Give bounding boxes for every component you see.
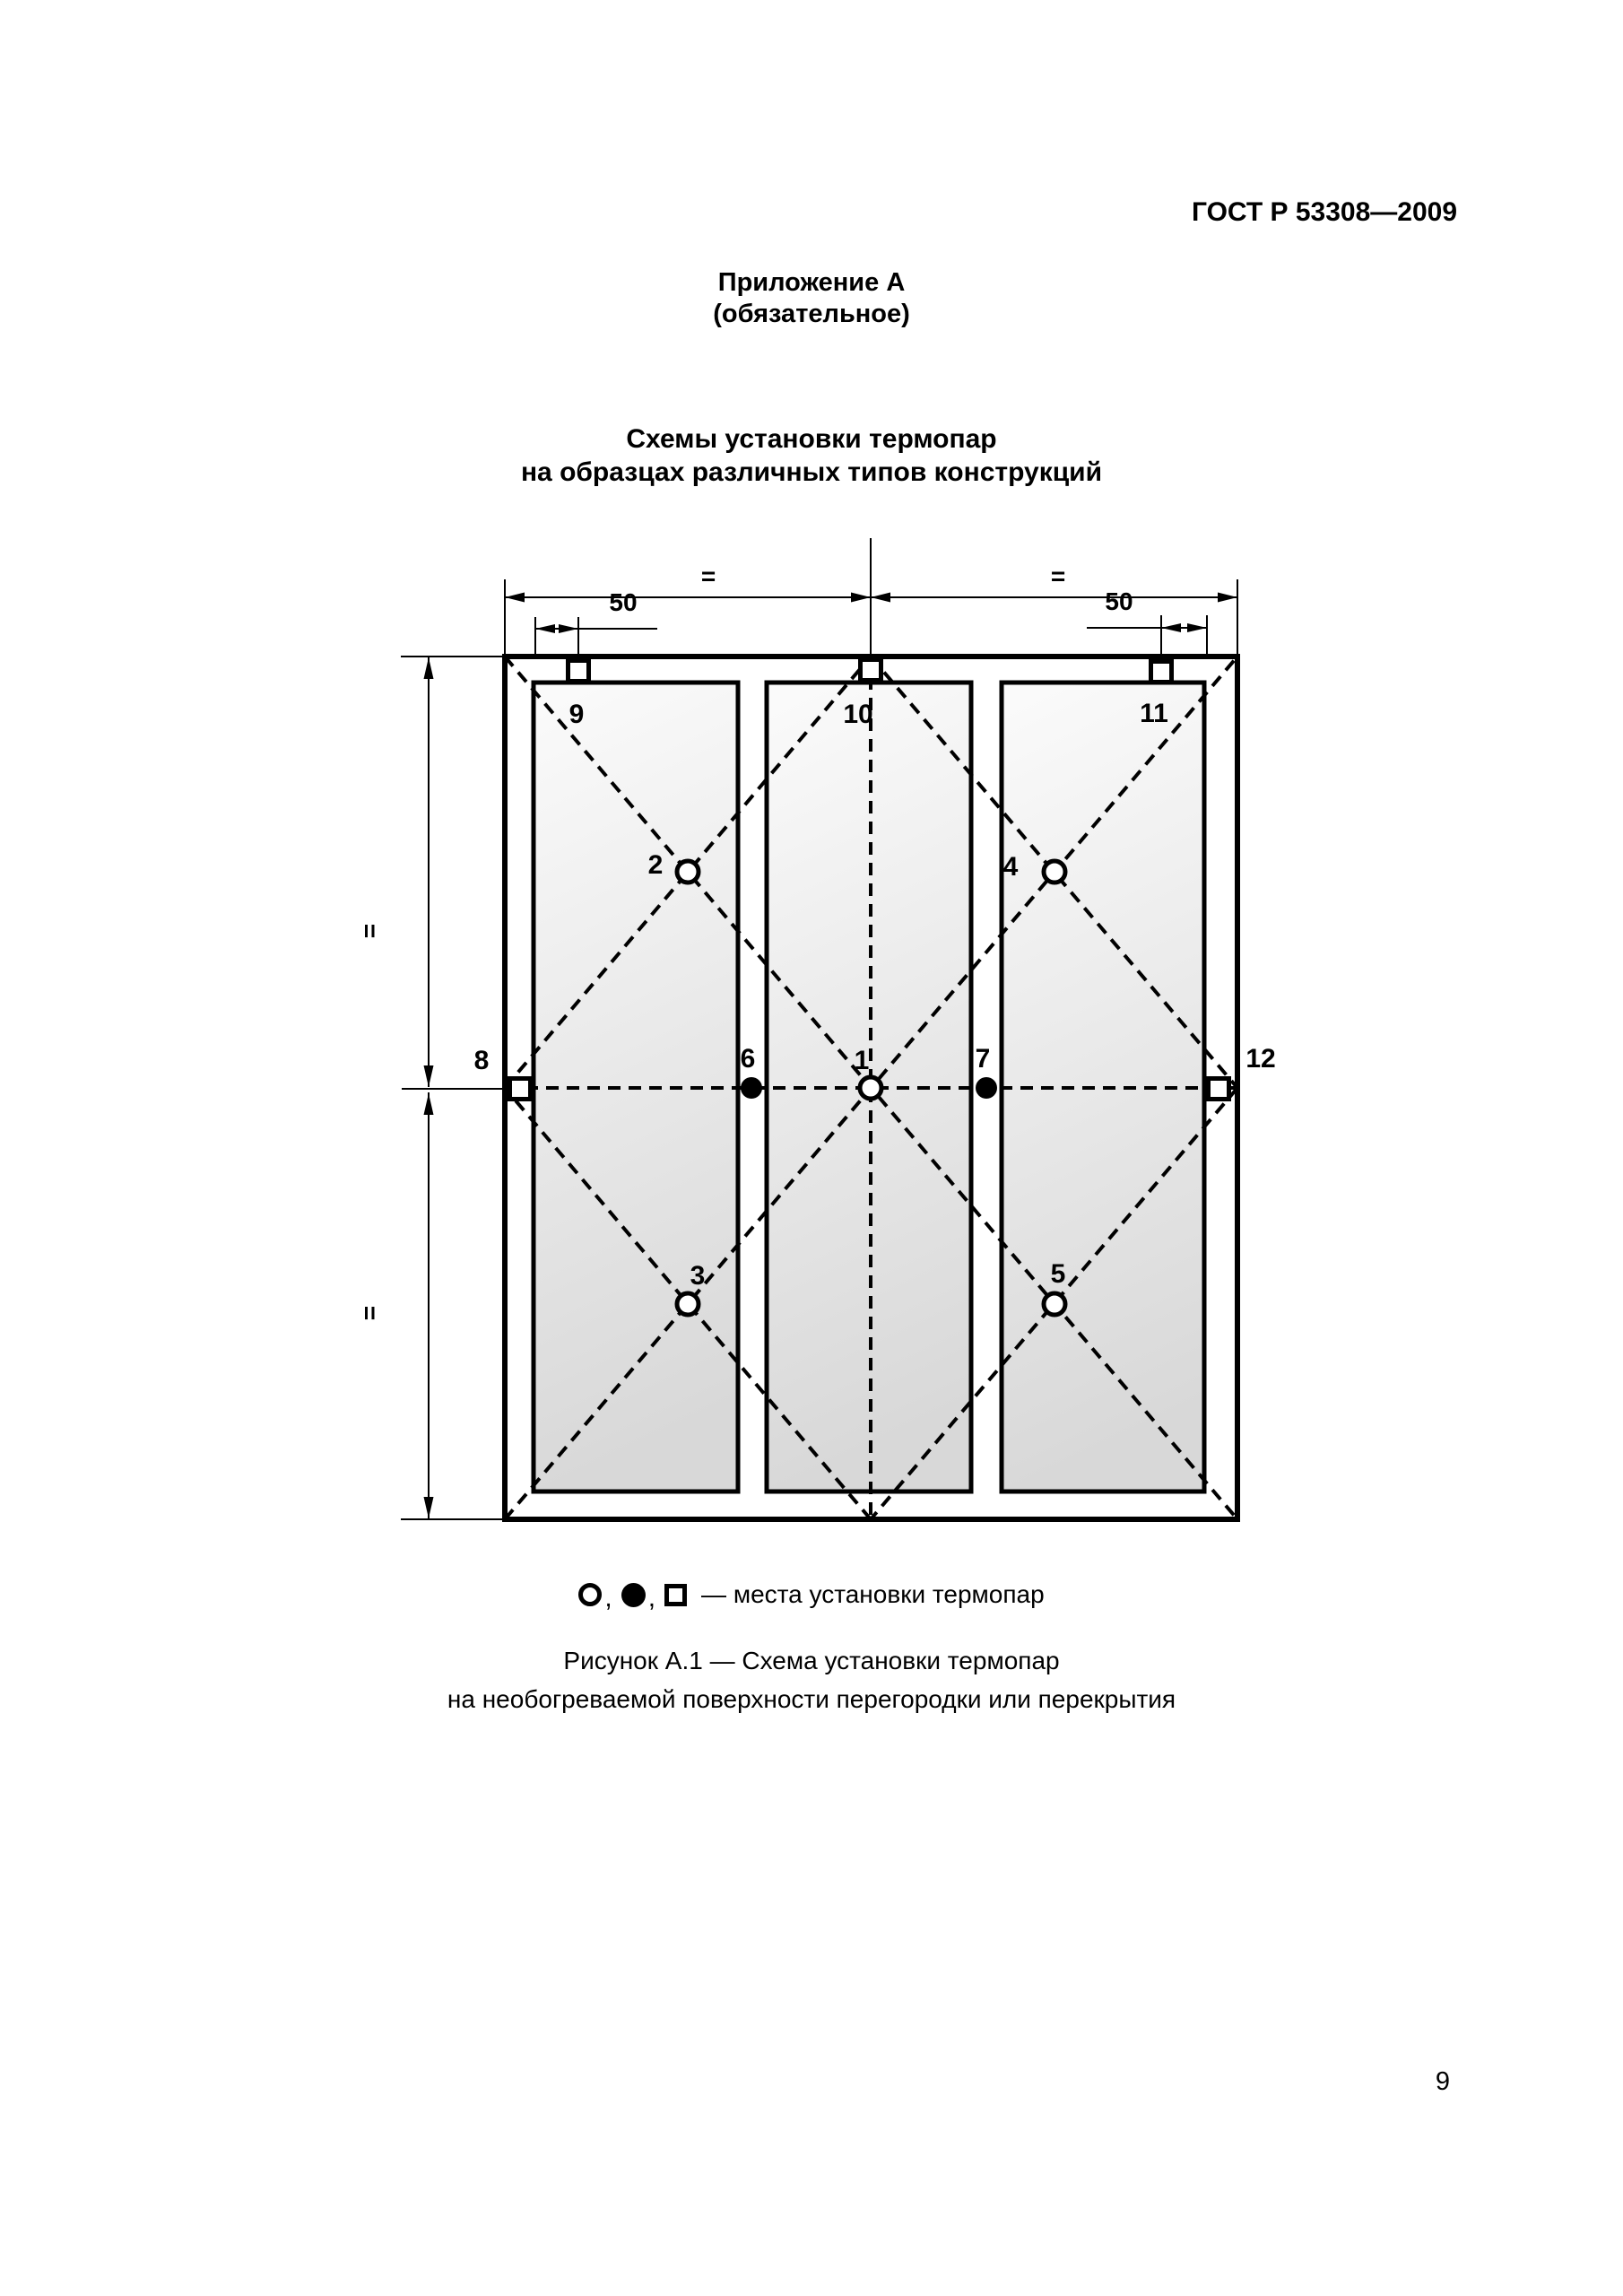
legend-text: — места установки термопар	[701, 1580, 1045, 1608]
dim-50-left-label: 50	[609, 588, 638, 616]
section-title-line1: Схемы установки термопар	[626, 424, 997, 454]
point-label-9: 9	[568, 700, 585, 729]
thermocouple-square-9	[568, 661, 589, 682]
thermocouple-square-10	[861, 660, 881, 681]
thermocouple-circle-5	[1044, 1293, 1065, 1315]
point-label-5: 5	[1050, 1259, 1066, 1289]
dim-50-right-label: 50	[1105, 587, 1133, 615]
arrowhead	[559, 624, 578, 633]
thermocouple-circle-1	[860, 1077, 881, 1099]
standard-number-header: ГОСТ Р 53308—2009	[1191, 197, 1457, 227]
figure-caption	[0, 1641, 1623, 1718]
point-label-2: 2	[647, 850, 664, 880]
section-title	[0, 422, 1623, 489]
arrowhead	[424, 1065, 434, 1087]
arrowhead	[424, 1093, 434, 1115]
figure-caption-line1: Рисунок А.1 — Схема установки термопар	[563, 1647, 1060, 1674]
thermocouple-square-11	[1151, 662, 1172, 683]
point-label-12: 12	[1245, 1044, 1276, 1074]
arrowhead	[1187, 623, 1207, 632]
thermocouple-circle-2	[677, 861, 699, 883]
thermocouple-circle-4	[1044, 861, 1065, 883]
arrowhead	[851, 593, 871, 603]
appendix-heading	[0, 267, 1623, 330]
legend-comma: ,	[647, 1583, 656, 1613]
thermocouple-dot-7	[976, 1077, 997, 1099]
appendix-subtitle: (обязательное)	[713, 300, 910, 328]
point-label-6: 6	[740, 1044, 756, 1074]
arrowhead	[505, 593, 525, 603]
legend	[0, 1575, 1623, 1614]
figure-caption-line2: на необогреваемой поверхности перегородки или перекрытия	[447, 1685, 1176, 1713]
thermocouple-circle-3	[677, 1293, 699, 1315]
equal-mark-side-upper: =	[356, 923, 384, 939]
point-label-4: 4	[1002, 852, 1019, 882]
equal-mark-top-right: =	[1050, 562, 1066, 590]
open-square-icon	[664, 1584, 687, 1606]
equal-mark-side-lower: =	[356, 1305, 384, 1321]
arrowhead	[1161, 623, 1181, 632]
point-label-8: 8	[473, 1046, 490, 1075]
figure-a1-diagram	[341, 502, 1345, 1561]
open-circle-icon	[578, 1583, 602, 1606]
thermocouple-square-12	[1209, 1079, 1229, 1100]
arrowhead	[1218, 593, 1237, 603]
filled-circle-icon	[621, 1583, 646, 1607]
appendix-title: Приложение А	[717, 268, 906, 297]
thermocouple-square-8	[510, 1079, 531, 1100]
section-title-line2: на образцах различных типов конструкций	[520, 457, 1103, 487]
legend-comma: ,	[604, 1583, 612, 1613]
point-label-10: 10	[843, 700, 873, 729]
point-label-7: 7	[975, 1044, 991, 1074]
page-number: 9	[1435, 2067, 1450, 2096]
point-label-1: 1	[854, 1046, 870, 1075]
equal-mark-top-left: =	[700, 562, 716, 590]
point-label-11: 11	[1140, 699, 1168, 728]
point-label-3: 3	[690, 1261, 706, 1291]
arrowhead	[424, 657, 434, 679]
arrowhead	[535, 624, 555, 633]
arrowhead	[871, 593, 890, 603]
thermocouple-dot-6	[741, 1077, 762, 1099]
arrowhead	[424, 1497, 434, 1518]
